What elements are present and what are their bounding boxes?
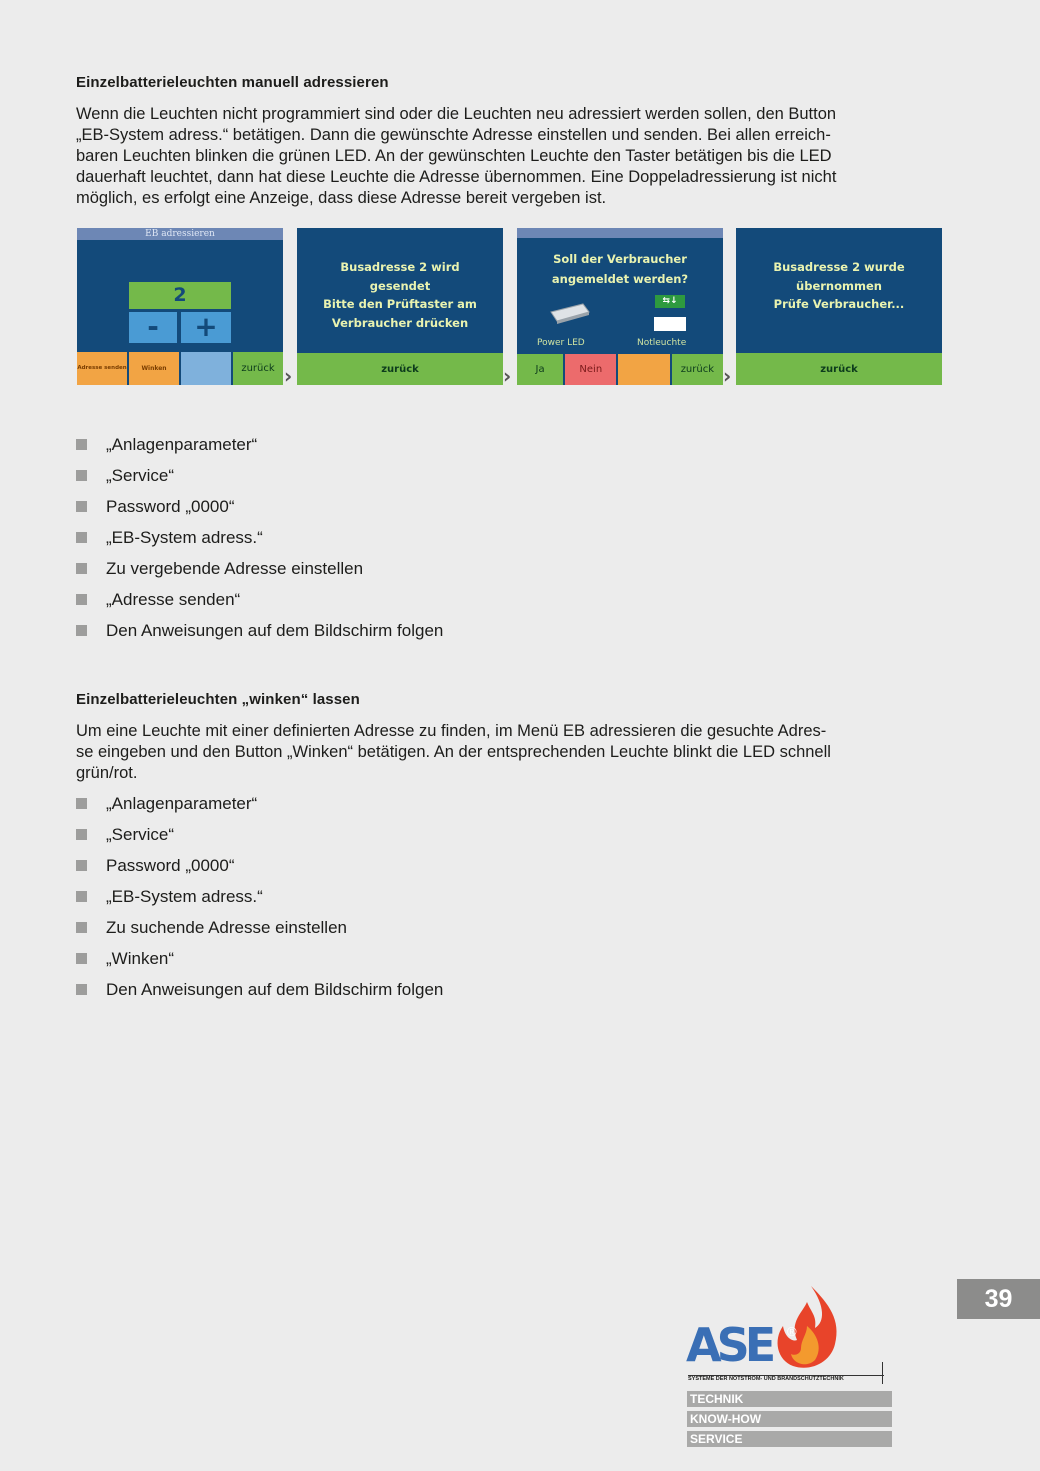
back-button[interactable]: zurück bbox=[297, 353, 503, 385]
screen-title-bar bbox=[517, 228, 723, 238]
message-line: Prüfe Verbraucher... bbox=[773, 297, 905, 311]
screen-eb-adressieren bbox=[77, 228, 283, 385]
paragraph-line: Um eine Leuchte mit einer definierten Adresse zu finden, im Menü EB adressieren die gesuchte Adres- bbox=[76, 722, 827, 740]
bullet-icon bbox=[76, 563, 87, 574]
screen-register-consumer bbox=[517, 228, 723, 385]
emergency-light-label: Notleuchte bbox=[637, 338, 687, 348]
section-heading-addressing: Einzelbatterieleuchten manuell adressieren bbox=[76, 74, 389, 91]
bullet-icon bbox=[76, 532, 87, 543]
list-item-text: „Service“ bbox=[106, 465, 175, 485]
list-item bbox=[76, 788, 443, 819]
message-line: Bitte den Prüftaster am bbox=[323, 297, 477, 311]
yes-button[interactable]: Ja bbox=[517, 354, 563, 385]
list-item bbox=[76, 429, 443, 460]
no-button[interactable]: Nein bbox=[565, 354, 616, 385]
message-line: übernommen bbox=[796, 278, 882, 293]
logo-divider bbox=[882, 1362, 883, 1384]
list-item bbox=[76, 850, 443, 881]
addressing-steps-list bbox=[76, 429, 443, 646]
bullet-icon bbox=[76, 625, 87, 636]
list-item bbox=[76, 819, 443, 850]
list-item-text: „Anlagenparameter“ bbox=[106, 793, 258, 813]
bullet-icon bbox=[76, 860, 87, 871]
bullet-icon bbox=[76, 953, 87, 964]
list-item-text: Zu suchende Adresse einstellen bbox=[106, 917, 347, 937]
message-line: Busadresse 2 wird bbox=[340, 260, 460, 274]
decrement-button[interactable]: - bbox=[129, 312, 177, 343]
emergency-light-icon bbox=[654, 317, 686, 331]
page-number: 39 bbox=[957, 1279, 1040, 1319]
bullet-icon bbox=[76, 798, 87, 809]
screen-button-bar bbox=[77, 352, 283, 385]
list-item bbox=[76, 912, 443, 943]
winken-steps-list bbox=[76, 788, 443, 1005]
bullet-icon bbox=[76, 594, 87, 605]
list-item-text: „Adresse senden“ bbox=[106, 589, 241, 609]
list-item bbox=[76, 584, 443, 615]
registered-mark: ® bbox=[787, 1324, 797, 1339]
message-line: gesendet bbox=[369, 278, 431, 293]
screen-button-bar bbox=[517, 354, 723, 385]
bullet-icon bbox=[76, 439, 87, 450]
screen-address-accepted bbox=[736, 228, 942, 385]
paragraph-line: grün/rot. bbox=[76, 764, 138, 782]
band-know-how: KNOW-HOW bbox=[687, 1411, 892, 1427]
list-item bbox=[76, 553, 443, 584]
list-item-text: „Anlagenparameter“ bbox=[106, 434, 258, 454]
list-item-text: „EB-System adress.“ bbox=[106, 527, 263, 547]
winken-paragraph bbox=[76, 721, 946, 784]
message-line: Verbraucher drücken bbox=[331, 315, 469, 330]
message-line: angemeldet werden? bbox=[551, 272, 689, 286]
exit-sign-icon: ⇆↓ bbox=[655, 295, 685, 308]
paragraph-line: „EB-System adress.“ betätigen. Dann die gewünschte Adresse einstellen und senden. Bei allen erreich- bbox=[76, 126, 831, 144]
list-item bbox=[76, 522, 443, 553]
list-item bbox=[76, 460, 443, 491]
bullet-icon bbox=[76, 470, 87, 481]
send-address-button[interactable]: Adresse senden bbox=[77, 352, 127, 385]
address-value: 2 bbox=[129, 282, 231, 309]
list-item-text: Password „0000“ bbox=[106, 496, 235, 516]
back-button[interactable]: zurück bbox=[233, 352, 283, 385]
ase-logo bbox=[686, 1282, 892, 1392]
bullet-icon bbox=[76, 984, 87, 995]
list-item-text: Den Anweisungen auf dem Bildschirm folgen bbox=[106, 979, 444, 999]
logo-tagline: SYSTEME DER NOTSTROM- UND BRANDSCHUTZTECHNIK bbox=[688, 1376, 844, 1382]
step-arrow-icon: › bbox=[723, 364, 732, 388]
list-item-text: Zu vergebende Adresse einstellen bbox=[106, 558, 364, 578]
paragraph-line: se eingeben und den Button „Winken“ betätigen. An der entsprechenden Leuchte blinkt die LED schnell bbox=[76, 743, 831, 761]
screen-message bbox=[736, 258, 942, 314]
paragraph-line: Wenn die Leuchten nicht programmiert sind oder die Leuchten neu adressiert werden sollen, den Button bbox=[76, 105, 837, 123]
band-technik: TECHNIK bbox=[687, 1391, 892, 1407]
step-arrow-icon: › bbox=[503, 364, 512, 388]
empty-button bbox=[181, 352, 231, 385]
screen-message bbox=[517, 249, 723, 289]
list-item-text: „Service“ bbox=[106, 824, 175, 844]
list-item bbox=[76, 615, 443, 646]
screen-message bbox=[297, 258, 503, 332]
paragraph-line: möglich, es erfolgt eine Anzeige, dass diese Adresse bereit vergeben ist. bbox=[76, 189, 607, 207]
bullet-icon bbox=[76, 829, 87, 840]
bullet-icon bbox=[76, 922, 87, 933]
wink-button[interactable]: Winken bbox=[129, 352, 179, 385]
addressing-paragraph bbox=[76, 104, 946, 209]
bullet-icon bbox=[76, 501, 87, 512]
increment-button[interactable]: + bbox=[181, 312, 231, 343]
bullet-icon bbox=[76, 891, 87, 902]
list-item-text: Password „0000“ bbox=[106, 855, 235, 875]
ase-brand-wordmark: ASE bbox=[686, 1318, 772, 1372]
paragraph-line: baren Leuchten blinken die grünen LED. An der gewünschten Leuchte den Taster betätigen bis die LED bbox=[76, 147, 832, 165]
band-service: SERVICE bbox=[687, 1431, 892, 1447]
paragraph-line: dauerhaft leuchtet, dann hat diese Leuchte die Adresse übernommen. Eine Doppeladressierung ist nicht bbox=[76, 168, 837, 186]
list-item bbox=[76, 943, 443, 974]
list-item bbox=[76, 881, 443, 912]
screen-address-sending bbox=[297, 228, 503, 385]
list-item bbox=[76, 974, 443, 1005]
section-heading-winken: Einzelbatterieleuchten „winken“ lassen bbox=[76, 691, 360, 708]
screen-title: EB adressieren bbox=[77, 228, 283, 240]
empty-button bbox=[618, 354, 669, 385]
list-item-text: Den Anweisungen auf dem Bildschirm folgen bbox=[106, 620, 444, 640]
list-item-text: „EB-System adress.“ bbox=[106, 886, 263, 906]
list-item-text: „Winken“ bbox=[106, 948, 175, 968]
power-led-device-icon bbox=[547, 302, 591, 324]
back-button[interactable]: zurück bbox=[672, 354, 723, 385]
message-line: Busadresse 2 wurde bbox=[773, 260, 905, 274]
list-item bbox=[76, 491, 443, 522]
flame-icon bbox=[771, 1282, 851, 1374]
step-arrow-icon: › bbox=[284, 364, 293, 388]
power-led-label: Power LED bbox=[537, 338, 585, 348]
message-line: Soll der Verbraucher bbox=[553, 252, 687, 266]
back-button[interactable]: zurück bbox=[736, 353, 942, 385]
